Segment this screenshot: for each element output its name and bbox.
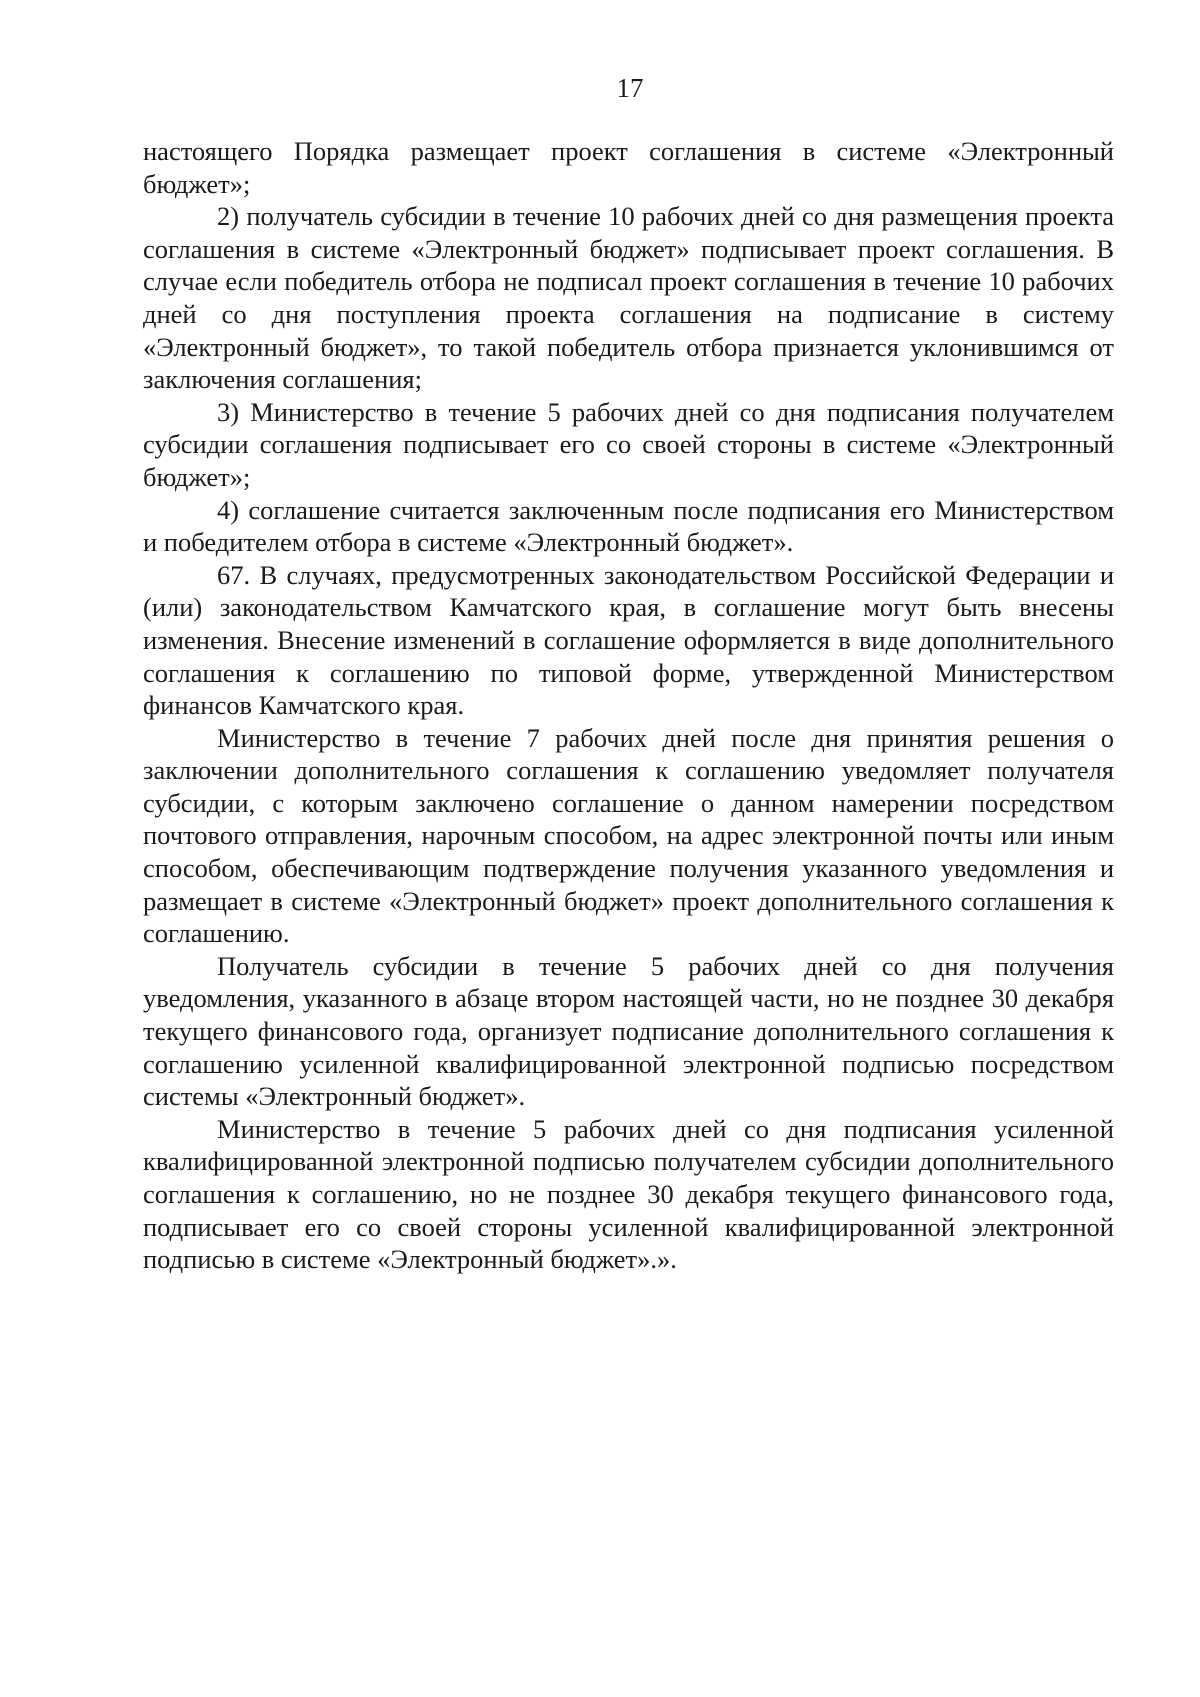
- paragraph-ministry-notice: Министерство в течение 7 рабочих дней после дня принятия решения о заключении дополнительного соглашения к соглашению уведомляет получателя субсидии, с которым заключено соглашение о данном намерении посредством почтового отправления, нарочным способом, на адрес электронной почты или иным способом, обеспечивающим подтверждение получения указанного уведомления и размещает в системе «Электронный бюджет» проект дополнительного соглашения к соглашению.: [143, 722, 1114, 949]
- paragraph-item-2: 2) получатель субсидии в течение 10 рабочих дней со дня размещения проекта соглашения в системе «Электронный бюджет» подписывает проект соглашения. В случае если победитель отбора не подписал проект соглашения в течение 10 рабочих дней со дня поступления проекта соглашения на подписание в систему «Электронный бюджет», то такой победитель отбора признается уклонившимся от заключения соглашения;: [143, 201, 1114, 395]
- page-number: 17: [616, 73, 644, 103]
- paragraph-section-67: 67. В случаях, предусмотренных законодательством Российской Федерации и (или) законодательством Камчатского края, в соглашение могут быть внесены изменения. Внесение изменений в соглашение оформляется в виде дополнительного соглашения к соглашению по типовой форме, утвержденной Министерством финансов Камчатского края.: [143, 559, 1114, 721]
- paragraph-ministry-signing: Министерство в течение 5 рабочих дней со дня подписания усиленной квалифицированной электронной подписью получателем субсидии дополнительного соглашения к соглашению, но не позднее 30 декабря текущего финансового года, подписывает его со своей стороны усиленной квалифицированной электронной подписью в системе «Электронный бюджет».».: [143, 1113, 1114, 1275]
- paragraph-continuation: настоящего Порядка размещает проект соглашения в системе «Электронный бюджет»;: [143, 136, 1114, 199]
- paragraph-item-3: 3) Министерство в течение 5 рабочих дней со дня подписания получателем субсидии соглашения подписывает его со своей стороны в системе «Электронный бюджет»;: [143, 396, 1114, 492]
- paragraph-item-4: 4) соглашение считается заключенным после подписания его Министерством и победителем отбора в системе «Электронный бюджет».: [143, 494, 1114, 558]
- document-body: [143, 135, 1114, 1276]
- paragraph-recipient-signing: Получатель субсидии в течение 5 рабочих дней со дня получения уведомления, указанного в абзаце втором настоящей части, но не позднее 30 декабря текущего финансового года, организует подписание дополнительного соглашения к соглашению усиленной квалифицированной электронной подписью посредством системы «Электронный бюджет».: [143, 950, 1114, 1112]
